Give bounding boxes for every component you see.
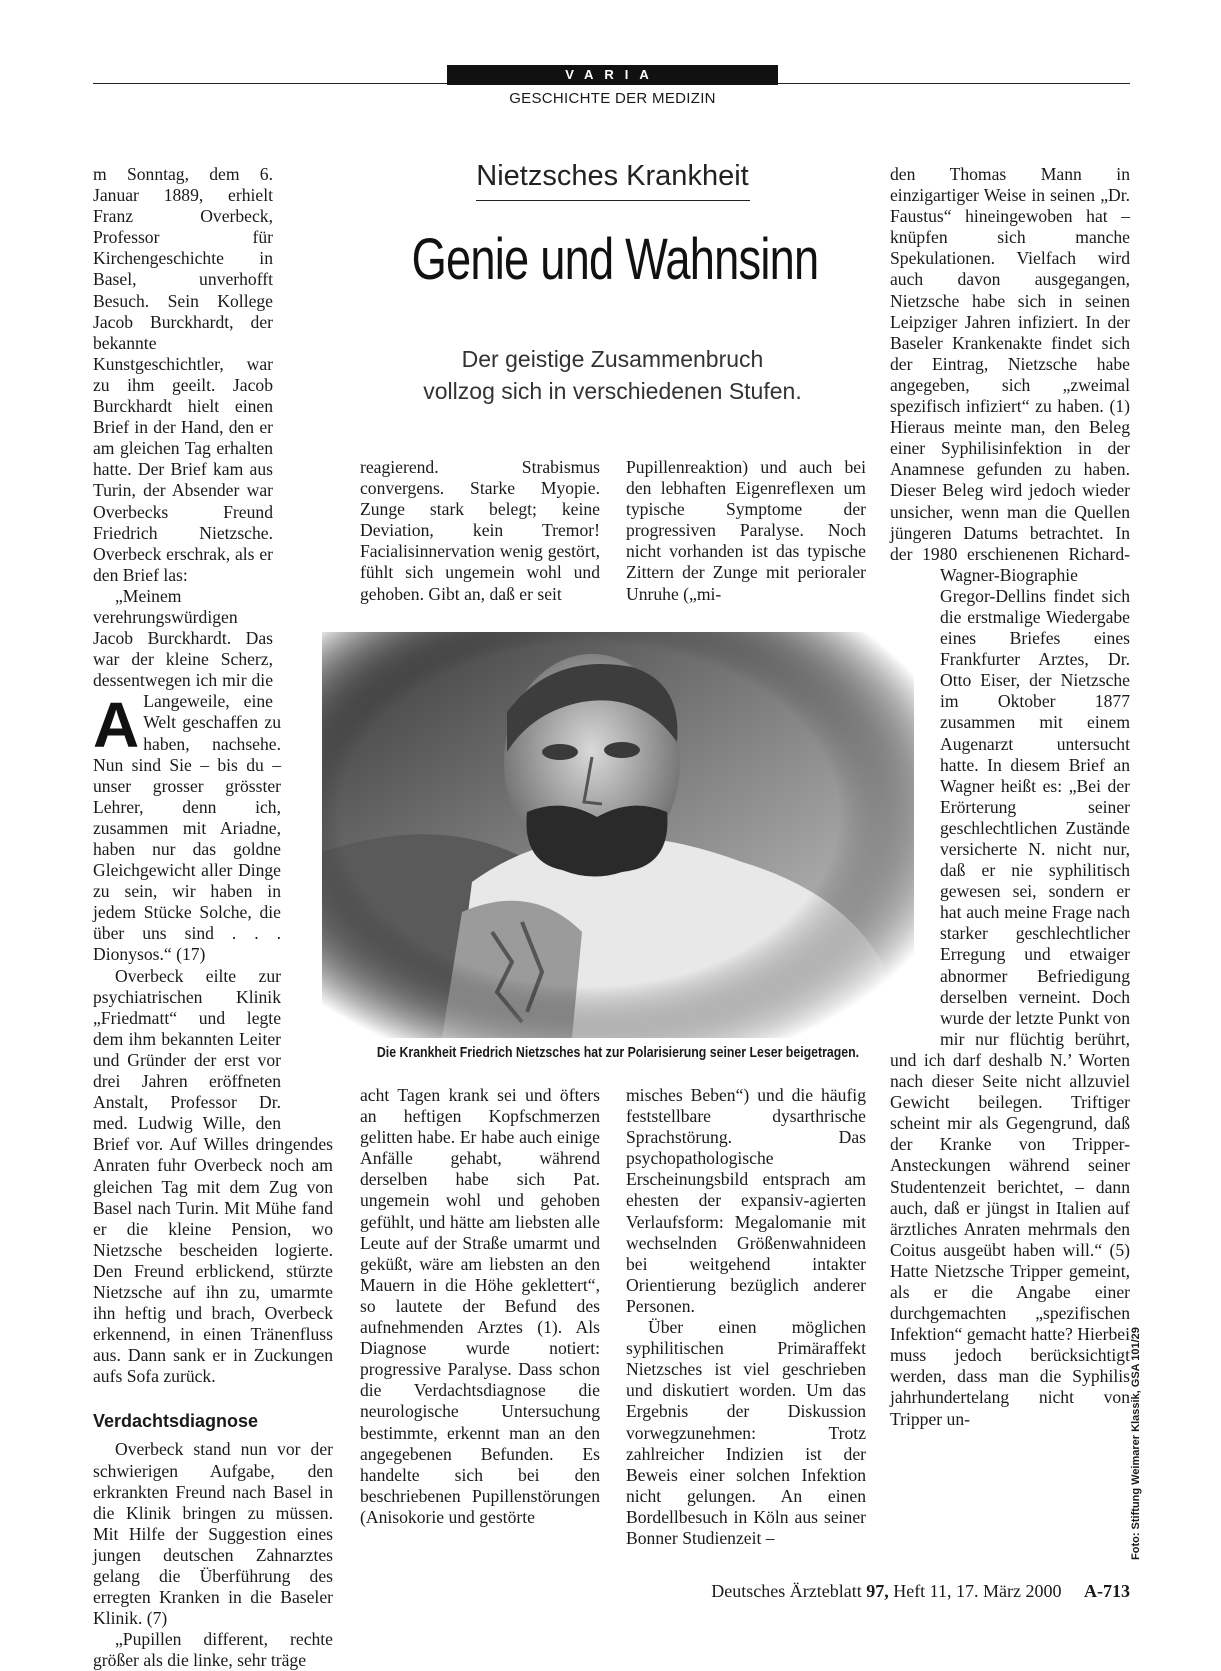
page-footer	[560, 1581, 1130, 1602]
paragraph: reagierend. Strabismus convergens. Starke Myopie. Zunge stark belegt; keine Deviation, kein Tremor! Facialisinnervation wenig gestört, fühlt sich ungemein wohl und gehoben. Gibt an, daß er seit	[360, 457, 600, 604]
column-2-top	[360, 457, 600, 605]
paragraph: Pupillenreaktion) und auch bei den lebhaften Eigenreflexen um typische Symptome der progressiven Paralyse. Noch nicht vorhanden ist das typische Zittern der Zunge mit perioraler Unruhe („mi-	[626, 457, 866, 604]
paragraph: acht Tagen krank sei und öfters an heftigen Kopfschmerzen gelitten habe. Er habe auch einige Anfälle gehabt, während derselben habe sich Pat. ungemein wohl und gehoben gefühlt, und hätte am liebsten alle Leute auf der Straße umarmt und geküßt, wäre am liebsten an den Mauern in die Höhe geklettert“, so lautete der Befund des aufnehmenden Arztes (1). Als Diagnose wurde notiert: progressive Paralyse. Dass schon die Verdachtsdiagnose die neurologische Untersuchung bestimmte, erkennt man an den angegebenen Befunden. Es handelte sich bei den beschriebenen Pupillenstörungen (Anisokorie und gestörte	[360, 1085, 600, 1527]
journal-name: Deutsches Ärzteblatt	[711, 1581, 862, 1601]
paragraph: „Pupillen different, rechte größer als die linke, sehr träge	[93, 1629, 333, 1671]
dek-line-2: vollzog sich in verschiedenen Stufen.	[423, 378, 802, 404]
dek-line-1: Der geistige Zusammenbruch	[461, 346, 764, 372]
column-4	[890, 164, 1130, 1430]
section-subtitle: GESCHICHTE DER MEDIZIN	[509, 90, 716, 107]
portrait-image	[322, 632, 914, 1038]
article-headline: Genie und Wahnsinn	[411, 227, 819, 292]
drop-cap: A	[93, 689, 140, 761]
paragraph: den Thomas Mann in einzigartiger Weise in seinen „Dr. Faustus“ hineingewoben hat – knüpfen sich manche Spekulationen. Vielfach wird auch davon ausgegangen, Nietzsche habe sich in seinen Leipziger Jahren infiziert. In der Baseler Krankenakte findet sich der Eintrag, Nietzsche habe angegeben, sich „zweimal spezifisch infiziert“ zu haben. (1) Hieraus meinte man, den Beleg einer Syphilisinfektion in der Anamnese gefunden zu haben. Dieser Beleg wird jedoch wieder unsicher, wenn man die Quellen jüngeren Datums betrachtet. In der 1980 erschienenen Richard-Wagner-Biographie Gregor-Dellins findet sich die erstmalige Wiedergabe eines Briefes eines Frankfurter Arztes, Dr. Otto Eiser, der Nietzsche im Oktober 1877 zusammen mit einem Augenarzt untersucht hatte. In diesem Brief an Wagner heißt es: „Bei der Erörterung seiner geschlechtlichen Zustände versicherte N. nicht nur, daß er nie syphilitisch gewesen sei, sondern er hat auch meine Frage nach starker geschlechtlicher Erregung und etwaiger abnormer Befriedigung derselben verneint. Doch wurde der letzte Punkt von mir nur flüchtig berührt, und ich darf deshalb N.’ Worten nach dieser Seite nicht allzuviel Gewicht beilegen. Triftiger scheint mir als Gegengrund, daß der Kranke von Tripper-Ansteckungen während seiner Studentenzeit berichtet, – dann auch, daß er jüngst in Italien auf ärztliches Anraten mehrmals den Coitus ausgeübt haben will.“ (5) Hatte Nietzsche Tripper gemeint, als er die Angabe einer durchgemachten „spezifischen Infektion“ gemacht hatte? Hierbei muss jedoch berücksichtigt werden, dass man die Syphilis jahrhundertelang nicht von Tripper un-	[890, 164, 1130, 1429]
column-3-top	[626, 457, 866, 605]
paragraph: misches Beben“) und die häufig feststellbare dysarthrische Sprachstörung. Das psychopathologische Erscheinungsbild entsprach am ehesten der expansiv-agierten Verlaufsform: Megalomanie mit wechselnden Größenwahnideen bei weitgehend intakter Orientierung bezüglich anderer Personen.	[626, 1085, 866, 1316]
article-dek	[360, 343, 865, 407]
section-heading: Verdachtsdiagnose	[93, 1411, 259, 1432]
column-1	[93, 164, 333, 1671]
photo-credit	[1130, 1327, 1150, 1560]
photo-caption: Die Krankheit Friedrich Nietzsches hat zur Polarisierung seiner Leser beigetragen.	[376, 1045, 860, 1061]
column-2-bottom	[360, 1085, 600, 1528]
paragraph: Über einen möglichen syphilitischen Primäraffekt Nietzsches ist viel geschrieben und diskutiert worden. Um das Ergebnis der Diskussion vorwegzunehmen: Trotz zahlreicher Indizien ist der Beweis einer solchen Infektion nicht gelungen. An einen Bordellbesuch in Köln aus seiner Bonner Studienzeit –	[626, 1317, 866, 1548]
page-number: A-713	[1084, 1581, 1130, 1601]
paragraph-text: m Sonntag, dem 6. Januar 1889, erhielt Franz Overbeck, Professor für Kirchengeschichte in Basel, unverhofft Besuch. Sein Kollege Jacob Burckhardt, der bekannte Kunstgeschichtler, war zu ihm geeilt. Jacob Burckhardt hielt einen Brief in der Hand, den er am gleichen Tag erhalten hatte. Der Brief kam aus Turin, der Absender war Overbecks Freund Friedrich Nietzsche. Overbeck erschrak, als er den Brief las:	[93, 164, 273, 585]
column-3-bottom	[626, 1085, 866, 1549]
layout-spacer	[273, 164, 333, 694]
issue-info: Heft 11, 17. März 2000	[893, 1581, 1062, 1601]
paragraph: Overbeck stand nun vor der schwierigen Aufgabe, den erkrankten Freund nach Basel in die Klinik bringen zu müssen. Mit Hilfe der Suggestion eines jungen deutschen Zahnarztes gelang die Überführung des erregten Kranken in die Baseler Klinik. (7)	[93, 1439, 333, 1629]
volume-number: 97,	[866, 1581, 889, 1601]
paragraph: „Meinem verehrungswürdigen Jacob Burckhardt. Das war der kleine Scherz, dessentwegen ich mir die Langeweile, eine Welt geschaffen zu haben, nachsehe. Nun sind Sie – bis du – unser grosser grösster Lehrer, denn ich, zusammen mit Ariadne, haben nur das goldne Gleichgewicht aller Dinge zu sein, wir haben in jedem Stücke Solche, die über uns sind . . . Dionysos.“ (17)	[93, 585, 281, 965]
article-kicker: Nietzsches Krankheit	[476, 160, 749, 192]
photo-credit-text: Foto: Stiftung Weimarer Klassik, GSA 101/29	[1130, 1327, 1142, 1560]
paragraph: Overbeck eilte zur psychiatrischen Klinik „Friedmatt“ und legte dem ihm bekannten Leiter und Gründer der erst vor drei Jahren eröffneten Anstalt, Professor Dr. med. Ludwig Wille, den Brief vor. Auf Willes dringendes Anraten fuhr Overbeck noch am gleichen Tag mit dem Zug von Basel nach Turin. Mit Mühe fand er die kleine Pension, wo Nietzsche bescheiden logierte. Den Freund erblickend, stürzte Nietzsche auf ihn zu, umarmte ihn heftig und brach, Overbeck erkennend, in einen Tränenfluss aus. Dann sank er in Zuckungen aufs Sofa zurück.	[93, 965, 333, 1387]
portrait-photo	[322, 632, 914, 1038]
kicker-rule	[476, 200, 750, 201]
section-banner: VARIA	[447, 65, 778, 85]
